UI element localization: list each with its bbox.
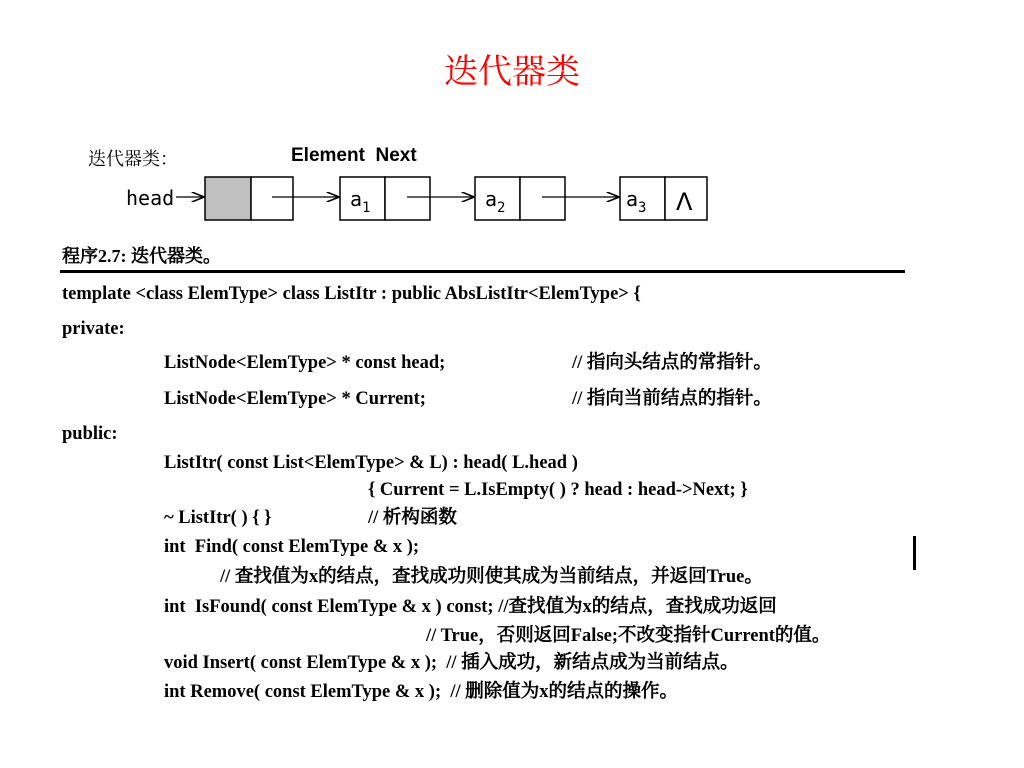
- code-line: int IsFound( const ElemType & x ) const; //查找值为x的结点，查找成功返回: [164, 597, 777, 617]
- code-line: int Remove( const ElemType & x ); // 删除值为x的结点的操作。: [164, 682, 679, 702]
- node-next: [520, 177, 565, 220]
- field-labels: Element Next: [291, 145, 417, 166]
- header-node-element: [205, 177, 251, 220]
- code-line: void Insert( const ElemType & x ); // 插入成功，新结点成为当前结点。: [164, 653, 739, 673]
- node-label: $a_1$: [350, 187, 371, 216]
- code-comment: // 指向当前结点的指针。: [572, 389, 772, 409]
- code-comment: // True，否则返回False;不改变指针Current的值。: [426, 626, 831, 646]
- code-line: int Find( const ElemType & x );: [164, 537, 420, 557]
- code-line: { Current = L.IsEmpty( ) ? head : head->Next; }: [368, 480, 748, 500]
- text-cursor: [913, 536, 916, 570]
- code-comment: // 指向头结点的常指针。: [572, 353, 772, 373]
- code-line: template <class ElemType> class ListItr : public AbsListItr<ElemType> {: [62, 284, 641, 304]
- code-comment: // 查找值为x的结点，查找成功则使其成为当前结点，并返回True。: [220, 567, 763, 587]
- program-caption: 程序2.7: 迭代器类。: [62, 246, 221, 266]
- code-line: ListNode<ElemType> * const head;: [164, 353, 446, 373]
- code-line: public:: [62, 424, 118, 444]
- code-line: ListNode<ElemType> * Current;: [164, 389, 426, 409]
- header-node-next: [251, 177, 293, 220]
- node-next: [385, 177, 430, 220]
- head-label: head: [126, 186, 175, 210]
- linked-list-diagram: [0, 0, 1024, 260]
- node-label: $a_3$: [626, 187, 647, 216]
- node-label: $a_2$: [485, 187, 506, 216]
- diagram-label: 迭代器类：: [88, 149, 178, 170]
- code-line: ~ ListItr( ) { }: [164, 508, 272, 528]
- code-line: ListItr( const List<ElemType> & L) : head( L.head ): [164, 453, 578, 473]
- code-comment: // 析构函数: [368, 508, 457, 528]
- divider-rule: [60, 270, 905, 273]
- code-line: private:: [62, 319, 125, 339]
- page-title: 迭代器类: [444, 52, 580, 92]
- null-symbol: Λ: [676, 188, 693, 216]
